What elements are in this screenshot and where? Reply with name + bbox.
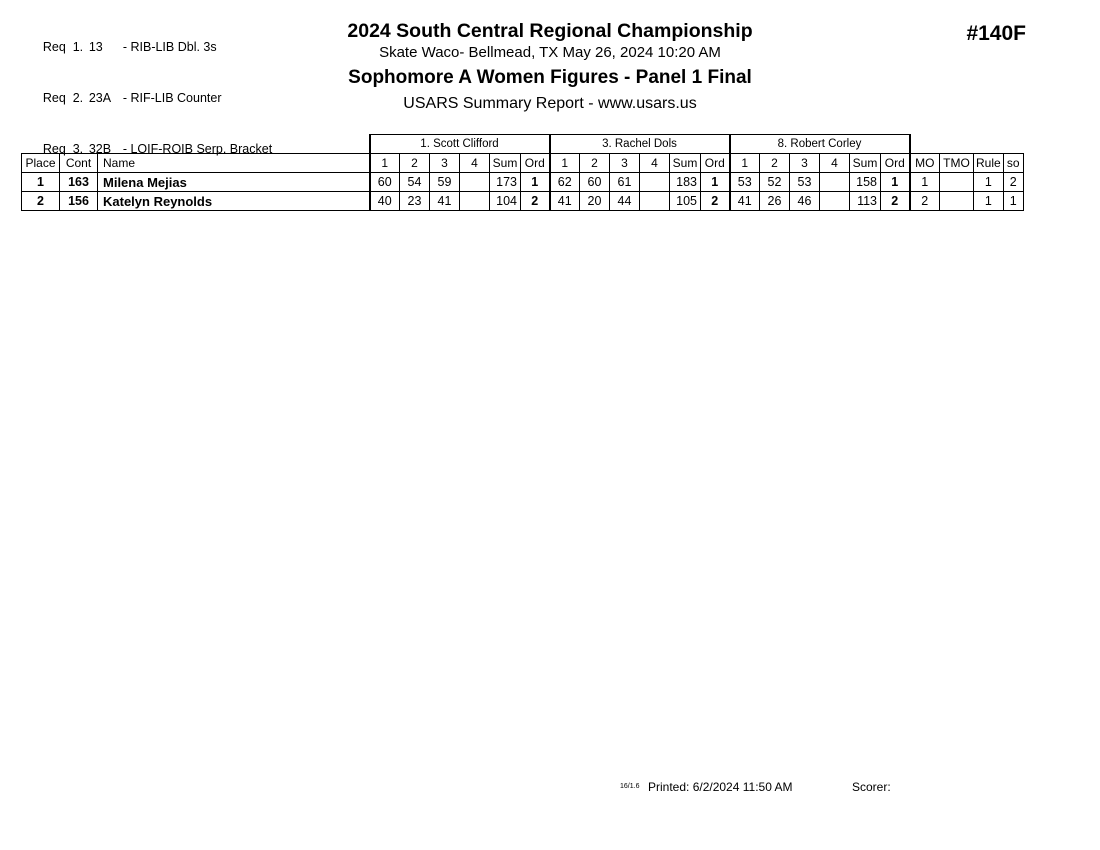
row-place: 2: [22, 192, 60, 211]
row-j3-score-4: [820, 192, 850, 211]
row-j3-score-3: 46: [790, 192, 820, 211]
title-block: [0, 20, 1100, 116]
header-j2-score-4: 4: [640, 154, 670, 173]
event-title: Sophomore A Women Figures - Panel 1 Final: [348, 67, 752, 88]
header-j2-sum: Sum: [670, 154, 701, 173]
header-place: Place: [22, 154, 60, 173]
row-j2-score-4: [640, 192, 670, 211]
requirement-label: Req 1.: [42, 40, 84, 54]
header-j1-score-2: 2: [400, 154, 430, 173]
header-j1-sum: Sum: [490, 154, 521, 173]
row-j3-sum: 158: [850, 173, 881, 192]
judge-3-name: 8. Robert Corley: [730, 135, 910, 154]
spacer-cell: [974, 135, 1004, 154]
column-header-row: [22, 154, 1024, 173]
header-rule: Rule: [974, 154, 1004, 173]
header-j3-score-4: 4: [820, 154, 850, 173]
results-table-container: [21, 134, 1024, 211]
header-j2-score-2: 2: [580, 154, 610, 173]
header-j3-score-2: 2: [760, 154, 790, 173]
row-tmo: [940, 173, 974, 192]
row-j2-sum: 183: [670, 173, 701, 192]
header-j1-ord: Ord: [521, 154, 550, 173]
table-row: [22, 192, 1024, 211]
row-name: Katelyn Reynolds: [98, 192, 370, 211]
row-j1-score-4: [460, 173, 490, 192]
competition-title: 2024 South Central Regional Championship: [347, 20, 753, 42]
row-j1-score-1: 60: [370, 173, 400, 192]
row-j2-ord: 1: [701, 173, 730, 192]
spacer-cell: [940, 135, 974, 154]
header-j1-score-3: 3: [430, 154, 460, 173]
row-j1-ord: 2: [521, 192, 550, 211]
row-j1-sum: 173: [490, 173, 521, 192]
header-j3-sum: Sum: [850, 154, 881, 173]
row-j1-score-3: 59: [430, 173, 460, 192]
header-j3-score-1: 1: [730, 154, 760, 173]
row-j1-score-2: 23: [400, 192, 430, 211]
row-j1-score-4: [460, 192, 490, 211]
row-j3-score-3: 53: [790, 173, 820, 192]
requirement-label: Req 2.: [42, 91, 84, 105]
row-j3-score-1: 53: [730, 173, 760, 192]
requirement-code: 23A: [88, 91, 112, 105]
row-cont: 156: [60, 192, 98, 211]
row-j2-score-2: 20: [580, 192, 610, 211]
header-j3-score-3: 3: [790, 154, 820, 173]
results-table: [21, 134, 1024, 211]
row-rule: 1: [974, 173, 1004, 192]
row-j1-score-1: 40: [370, 192, 400, 211]
row-j2-score-3: 61: [610, 173, 640, 192]
row-mo: 2: [910, 192, 940, 211]
requirement-description: - RIF-LIB Counter: [122, 91, 222, 105]
spacer-cell: [1003, 135, 1023, 154]
row-j3-score-1: 41: [730, 192, 760, 211]
header-j2-score-3: 3: [610, 154, 640, 173]
row-name: Milena Mejias: [98, 173, 370, 192]
spacer-cell: [60, 135, 98, 154]
event-number: #140F: [966, 22, 1026, 45]
judge-2-name: 3. Rachel Dols: [550, 135, 730, 154]
version-text: 16/1.6: [620, 783, 640, 790]
row-so: 2: [1003, 173, 1023, 192]
row-j3-ord: 1: [881, 173, 910, 192]
header-j3-ord: Ord: [881, 154, 910, 173]
row-j2-score-2: 60: [580, 173, 610, 192]
row-so: 1: [1003, 192, 1023, 211]
judge-header-row: [22, 135, 1024, 154]
requirement-description: - RIB-LIB Dbl. 3s: [122, 40, 217, 54]
row-j2-ord: 2: [701, 192, 730, 211]
row-mo: 1: [910, 173, 940, 192]
row-j1-score-3: 41: [430, 192, 460, 211]
header-mo: MO: [910, 154, 940, 173]
row-j2-score-4: [640, 173, 670, 192]
header-j1-score-4: 4: [460, 154, 490, 173]
report-subtitle: USARS Summary Report - www.usars.us: [403, 95, 697, 112]
header-tmo: TMO: [940, 154, 974, 173]
row-j3-score-4: [820, 173, 850, 192]
row-j1-sum: 104: [490, 192, 521, 211]
row-j1-ord: 1: [521, 173, 550, 192]
requirement-code: 32B: [88, 142, 112, 156]
spacer-cell: [98, 135, 370, 154]
header-j2-ord: Ord: [701, 154, 730, 173]
requirement-code: 13: [88, 40, 103, 54]
row-tmo: [940, 192, 974, 211]
row-j2-score-1: 41: [550, 192, 580, 211]
row-j3-ord: 2: [881, 192, 910, 211]
row-cont: 163: [60, 173, 98, 192]
row-place: 1: [22, 173, 60, 192]
requirement-label: Req 3.: [42, 142, 84, 156]
spacer-cell: [910, 135, 940, 154]
row-j3-score-2: 26: [760, 192, 790, 211]
row-j2-sum: 105: [670, 192, 701, 211]
requirement-description: - LOIF-ROIB Serp. Bracket: [122, 142, 273, 156]
table-row: [22, 173, 1024, 192]
row-j2-score-3: 44: [610, 192, 640, 211]
header-so: so: [1003, 154, 1023, 173]
header-j2-score-1: 1: [550, 154, 580, 173]
judge-1-name: 1. Scott Clifford: [370, 135, 550, 154]
header-name: Name: [98, 154, 370, 173]
row-j3-score-2: 52: [760, 173, 790, 192]
printed-timestamp: Printed: 6/2/2024 11:50 AM: [648, 780, 793, 794]
spacer-cell: [22, 135, 60, 154]
venue-datetime: Skate Waco- Bellmead, TX May 26, 2024 10:20 AM: [379, 44, 721, 61]
row-j2-score-1: 62: [550, 173, 580, 192]
row-j3-sum: 113: [850, 192, 881, 211]
header-j1-score-1: 1: [370, 154, 400, 173]
row-rule: 1: [974, 192, 1004, 211]
scorer-label: Scorer:: [852, 780, 891, 794]
row-j1-score-2: 54: [400, 173, 430, 192]
header-cont: Cont: [60, 154, 98, 173]
